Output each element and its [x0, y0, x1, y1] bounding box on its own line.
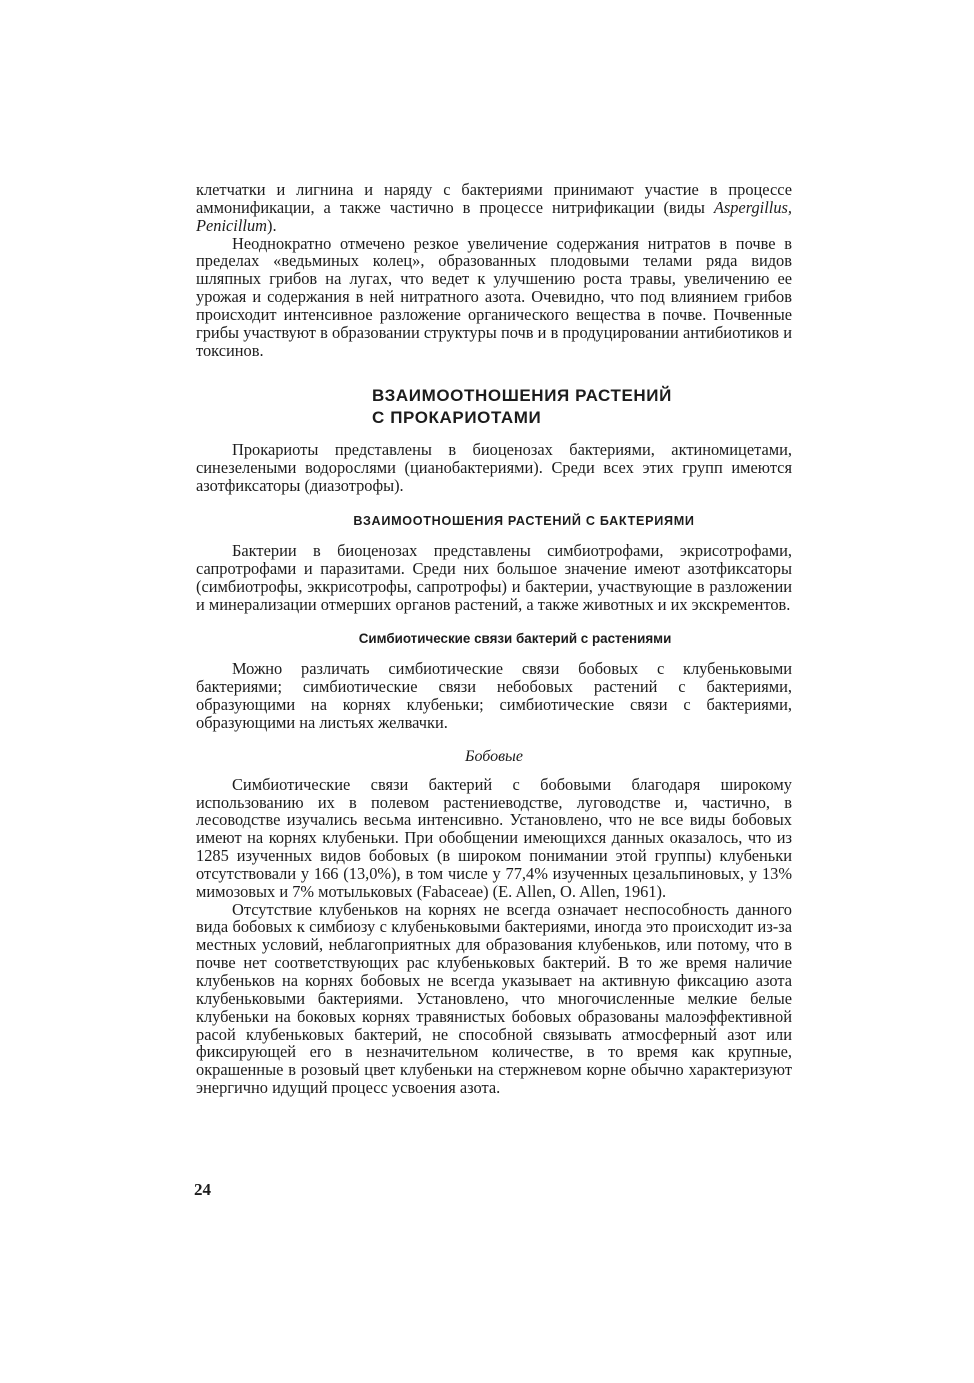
section-heading [196, 385, 792, 429]
page-number: 24 [194, 1180, 211, 1199]
paragraph-bacteria-biocenoses: Бактерии в биоценозах представлены симбиотрофами, экрисотрофами, сапротрофами и паразитами. Среди них большое значение имеют азотфиксаторы (симбиотрофы, эккрисотрофы, сапротрофы) и бактерии, участвующие в разложении и минерализации отмерших органов растений, а также животных и их экскрементов. [196, 540, 792, 614]
paragraph-fungi-ammonification [196, 181, 792, 235]
paragraph-legume-nodules: Симбиотические связи бактерий с бобовыми благодаря широкому использованию их в полевом растениеводстве, луговодстве и, частично, в лесоводстве изучались весьма интенсивно. Установлено, что не все виды бобовых имеют на корнях клубеньки. При обобщении имеющихся данных оказалось, что из 1285 изученных видов бобовых (в широком понимании этой группы) клубеньки отсутствовали у 166 (13,0%), в том числе у 77,4% изученных цезальпиновых, у 13% мимозовых и 7% мотыльковых (Fabaceae) (E. Allen, O. Allen, 1961). [196, 774, 792, 901]
section-heading-line-1: ВЗАИМООТНОШЕНИЯ РАСТЕНИЙ [372, 386, 672, 406]
paragraph-text-end: ). [267, 215, 277, 235]
text-column [196, 181, 792, 1097]
subsubsection-heading-symbiotic: Симбиотические связи бактерий с растениями [358, 631, 672, 647]
subsection-heading-bacteria: ВЗАИМООТНОШЕНИЯ РАСТЕНИЙ С БАКТЕРИЯМИ [353, 513, 695, 528]
paragraph-prokaryotes: Прокариоты представлены в биоценозах бактериями, актиномицетами, синезелеными водорослями (цианобактериями). Среди всех этих групп имеются азотфиксаторы (диазотрофы). [196, 440, 792, 496]
paragraph-text: клетчатки и лигнина и наряду с бактериями принимают участие в процессе аммонификации, а также частично в процессе нитрификации (виды [196, 180, 792, 217]
paragraph-nodule-absence: Отсутствие клубеньков на корнях не всегда означает неспособность данного вида бобовых к симбиозу с клубеньковыми бактериями, иногда это происходит из-за местных условий, неблагоприятных для образования клубеньков, или потому, что в почве нет соответствующих рас клубеньковых бактерий. В то же время наличие клубеньков на корнях бобовых не всегда указывает на активную фиксацию азота клубеньковыми бактериями. Установлено, что многочисленные мелкие белые клубеньки на боковых корнях травянистых бобовых образованы малоэффективной расой клубеньковых бактерий, не способной связывать атмосферный азот или фиксирующей его в незначительном количестве, в то время как крупные, окрашенные в розовый цвет клубеньки на стержневом корне обычно характеризуют энергично идущий процесс усвоения азота. [196, 899, 792, 1098]
section-heading-line-2: С ПРОКАРИОТАМИ [372, 408, 542, 428]
heading-legumes: Бобовые [465, 747, 523, 765]
paragraph-witch-rings: Неоднократно отмечено резкое увеличение содержания нитратов в почве в пределах «ведьминых колец», образованных плодовыми телами ряда видов шляпных грибов на лугах, что ведет к улучшению роста травы, увеличению ее урожая и содержания в ней нитратного азота. Очевидно, что под влиянием грибов происходит интенсивное разложение органического вещества в почве. Почвенные грибы участвуют в образовании структуры почв и в продуцировании антибиотиков и токсинов. [196, 233, 792, 360]
paragraph-symbiotic-types: Можно различать симбиотические связи бобовых с клубеньковыми бактериями; симбиотические связи небобовых растений с бактериями, образующими на корнях клубеньки; симбиотические связи с бактериями, образующими на листьях желвачки. [196, 659, 792, 732]
species-names: Aspergillus, Penicillum [196, 197, 792, 235]
